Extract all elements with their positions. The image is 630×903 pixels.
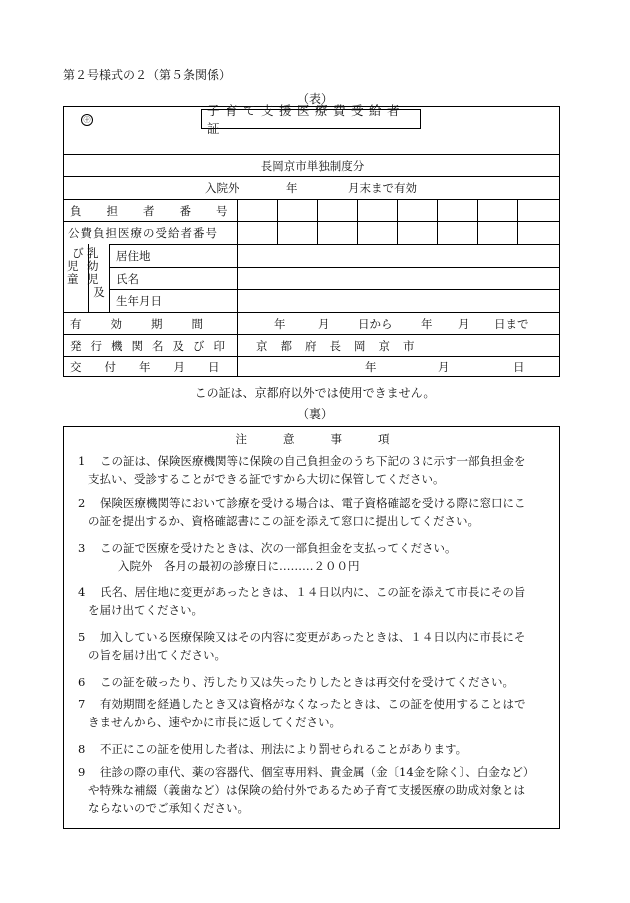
issue-month: 月 <box>438 360 450 374</box>
validity-year: 年 <box>286 181 298 195</box>
front-label: （表） <box>296 92 333 106</box>
period-day-from: 日から <box>358 316 393 331</box>
note-item: 4 氏名、居住地に変更があったときは、１４日以内に、この証を添えて市長にその旨 を届け出てください。 <box>78 585 526 617</box>
issue-year: 年 <box>365 360 377 374</box>
address-label: 居住地 <box>116 249 151 263</box>
certificate-back <box>63 426 560 829</box>
burden-number-label: 負担者番号 <box>70 203 253 218</box>
note-item: 6 この証を破ったり、汚したり又は失ったりしたときは再交付を受けてください。 <box>78 675 514 689</box>
note-item: 5 加入している医療保険又はその内容に変更があったときは、１４日以内に市長にそ の旨を届け出てください。 <box>78 630 526 662</box>
public-recipient-number-label: 公費負担医療の受給者番号 <box>68 226 218 240</box>
certificate-title-text: 子育て支援医療費受給者証 <box>207 103 406 136</box>
seal-mark <box>81 114 93 126</box>
form-title: 第２号様式の２（第５条関係） <box>63 68 232 82</box>
period-month-to: 月 <box>458 316 470 331</box>
issue-day: 日 <box>513 360 525 374</box>
note-item: 8 不正にこの証を使用した者は、刑法により罰せられることがあります。 <box>78 742 468 756</box>
seal-icon: ㊉ <box>81 114 93 126</box>
issuer-label: 発行機関名及び印 <box>70 338 234 353</box>
period-month-from: 月 <box>318 316 330 331</box>
certificate-title <box>201 103 421 136</box>
notes-heading: 注意事項 <box>235 432 426 446</box>
child-label-col4: 児童 <box>67 259 79 286</box>
period-day-to: 日まで <box>494 316 529 331</box>
birthdate-label: 生年月日 <box>116 294 162 308</box>
note-item: 2 保険医療機関等において診療を受ける場合は、電子資格確認を受ける際に窓口にこ の証を提出するか、資格確認書にこの証を添えて窓口に提出してください。 <box>78 496 526 528</box>
valid-period-label: 有効期間 <box>70 316 232 331</box>
child-label-col2: 及 <box>93 285 105 299</box>
period-year-to: 年 <box>421 316 433 331</box>
usage-note: この証は、京都府以外では使用できません。 <box>194 386 436 400</box>
note-item: 9 往診の際の車代、薬の容器代、個室専用料、貴金属（金〔14金を除く〕、白金など） や特殊な補綴（義歯など）は保険の給付外であるため子育て支援医療の助成対象とは ならないのでご承知ください。 <box>78 765 535 815</box>
issue-date-label: 交付年月日 <box>70 360 243 374</box>
note-item: 3 この証で医療を受けたときは、次の一部負担金を支払ってください。 入院外 各月の最初の診療日に………２００円 <box>78 541 457 573</box>
issuer-value: 京都府長岡京市 <box>256 338 428 353</box>
subtitle: 長岡京市単独制度分 <box>260 158 365 173</box>
child-label-col1: 乳幼児 <box>87 246 99 286</box>
back-label: （裏） <box>296 407 333 421</box>
note-item: 7 有効期間を経過したとき又は資格がなくなったときは、この証を使用することはで きませんから、速やかに市長に返してください。 <box>78 697 526 729</box>
validity-month-end: 月末まで有効 <box>348 181 417 195</box>
period-year-from: 年 <box>274 316 286 331</box>
child-label-col3: び <box>72 246 84 260</box>
validity-prefix: 入院外 <box>205 181 240 195</box>
certificate-front <box>63 103 560 377</box>
note-item: 1 この証は、保険医療機関等に保険の自己負担金のうち下記の３に示す一部負担金を 支払い、受診することができる証ですから大切に保管してください。 <box>78 454 526 486</box>
name-label: 氏名 <box>116 271 139 286</box>
